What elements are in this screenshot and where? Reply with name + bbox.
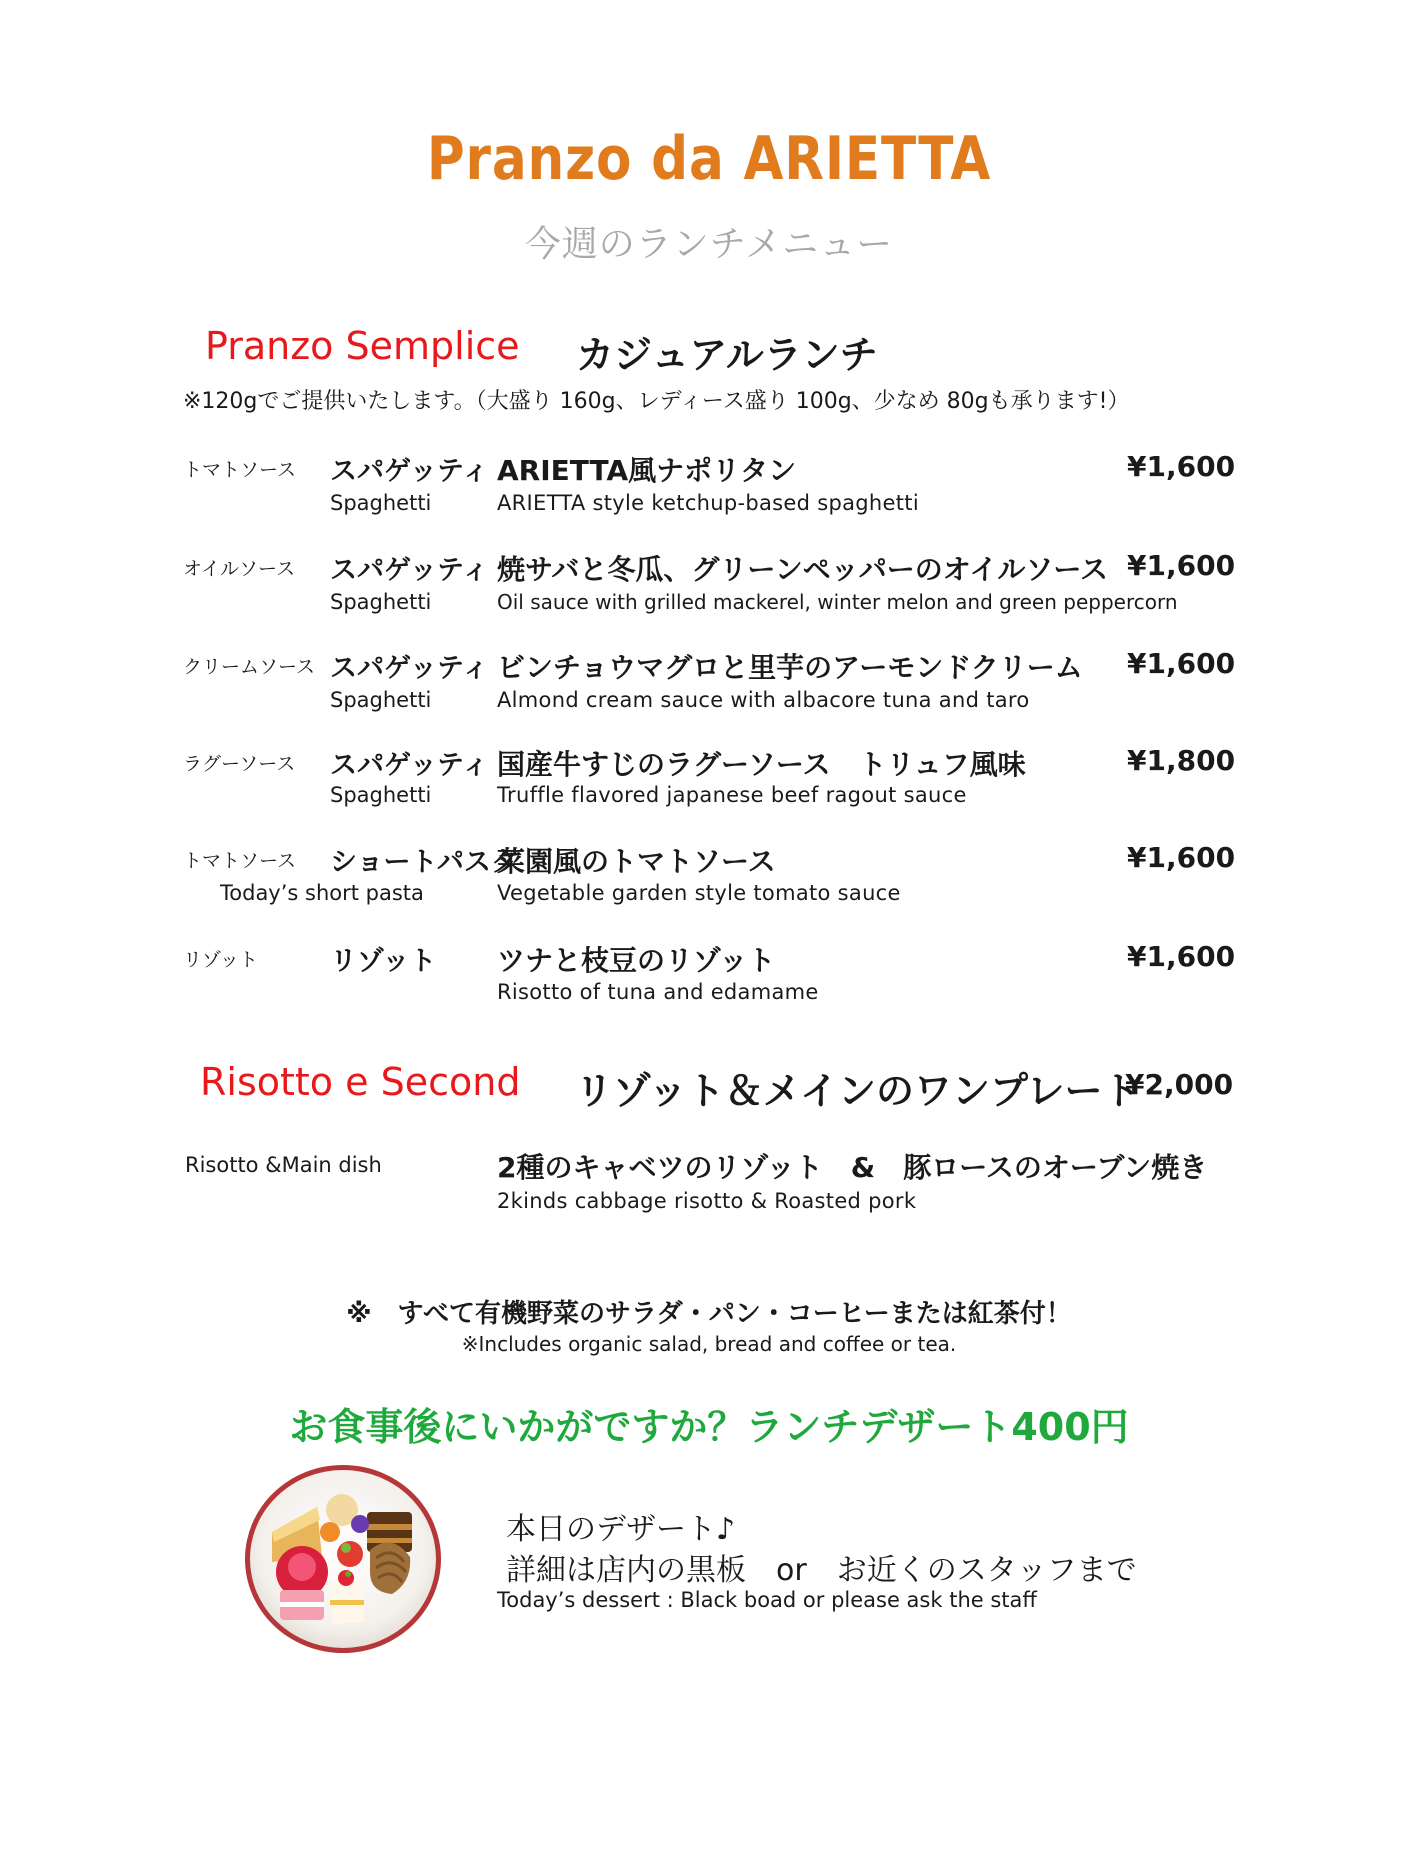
item-category-en: Spaghetti	[330, 688, 432, 712]
item-dish-jp: 焼サバと冬瓜、グリーンペッパーのオイルソース	[497, 553, 1108, 586]
item-category-jp: リゾット	[330, 946, 437, 977]
item-category-en: Spaghetti	[330, 590, 432, 614]
section-title-semplice: Pranzo Semplice	[205, 324, 520, 368]
dessert-details-label: 詳細は店内の黒板 or お近くのスタッフまで	[506, 1553, 1137, 1588]
item-category-jp: スパゲッティ	[330, 750, 489, 781]
item-price: ¥1,600	[1127, 647, 1236, 680]
second-category-en: Risotto &Main dish	[185, 1153, 382, 1177]
item-category-jp: スパゲッティ	[330, 456, 489, 487]
item-dish-jp: 国産牛すじのラグーソース トリュフ風味	[497, 748, 1026, 781]
item-dish-jp: ビンチョウマグロと里芋のアーモンドクリーム	[497, 651, 1083, 684]
item-dish-en: Risotto of tuna and edamame	[497, 980, 819, 1004]
dessert-plate-icon	[242, 1462, 444, 1656]
item-category-en: Spaghetti	[330, 783, 432, 807]
dessert-details-en: Today’s dessert : Black boad or please ask the staff	[497, 1588, 1037, 1612]
item-dish-en: Oil sauce with grilled mackerel, winter melon and green peppercorn	[497, 590, 1178, 614]
item-sauce: トマトソース	[183, 459, 297, 481]
item-sauce: クリームソース	[183, 656, 316, 678]
item-dish-jp: ツナと枝豆のリゾット	[497, 944, 776, 977]
dessert-headline: お食事後にいかがですか？ランチデザート400円	[289, 1405, 1129, 1449]
item-dish-jp: 菜園風のトマトソース	[497, 845, 776, 878]
section-subtitle-second: リゾット＆メインのワンプレート	[575, 1069, 1141, 1113]
item-dish-jp: ARIETTA風ナポリタン	[497, 454, 797, 487]
second-dish-en: 2kinds cabbage risotto & Roasted pork	[497, 1189, 917, 1213]
item-price: ¥1,600	[1127, 450, 1236, 483]
dessert-today-label: 本日のデザート♪	[506, 1512, 736, 1547]
item-sauce: オイルソース	[183, 558, 296, 580]
includes-note-jp: ※ すべて有機野菜のサラダ・パン・コーヒーまたは紅茶付！	[346, 1299, 1072, 1329]
item-dish-en: Truffle flavored japanese beef ragout sauce	[497, 783, 967, 807]
item-sauce: トマトソース	[183, 850, 297, 872]
item-category-en: Spaghetti	[330, 491, 432, 515]
item-sauce: リゾット	[183, 949, 258, 971]
item-dish-en: Vegetable garden style tomato sauce	[497, 881, 901, 905]
item-price: ¥1,600	[1127, 940, 1236, 973]
page-subtitle: 今週のランチメニュー	[524, 224, 894, 265]
section-subtitle-semplice: カジュアルランチ	[576, 333, 878, 377]
second-price: ¥2,000	[1125, 1068, 1234, 1101]
includes-note-en: ※Includes organic salad, bread and coffee or tea.	[461, 1332, 957, 1356]
item-category-en: Today’s short pasta	[220, 881, 424, 905]
item-sauce: ラグーソース	[183, 753, 296, 775]
item-dish-en: Almond cream sauce with albacore tuna and taro	[497, 688, 1030, 712]
item-category-jp: スパゲッティ	[330, 555, 489, 586]
item-price: ¥1,600	[1127, 549, 1236, 582]
item-category-jp: スパゲッティ	[330, 653, 489, 684]
item-dish-en: ARIETTA style ketchup-based spaghetti	[497, 491, 919, 515]
item-price: ¥1,600	[1127, 841, 1236, 874]
page-title: Pranzo da ARIETTA	[426, 124, 992, 194]
item-price: ¥1,800	[1127, 744, 1236, 777]
item-category-jp: ショートパスタ	[330, 847, 518, 878]
section-title-second: Risotto e Second	[200, 1060, 521, 1104]
portion-note: ※120gでご提供いたします。（大盛り 160g、レディース盛り 100g、少なめ 80gも承ります!）	[183, 389, 1130, 414]
second-dish-jp: 2種のキャベツのリゾット & 豚ロースのオーブン焼き	[497, 1151, 1208, 1184]
